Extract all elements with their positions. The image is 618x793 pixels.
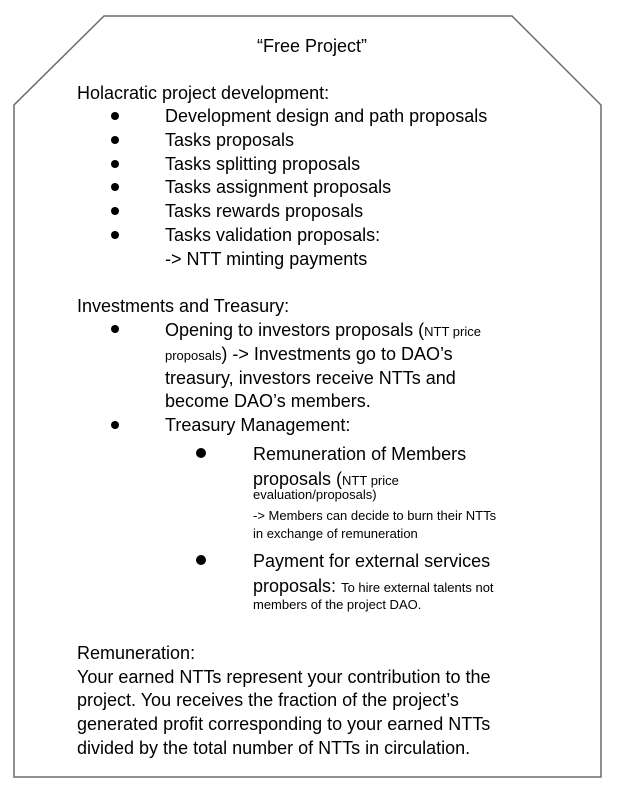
list-item: Tasks splitting proposals [165,154,361,174]
remuneration-members-line1: Remuneration of Members [253,444,467,464]
payment-external-line1: Payment for external services [253,551,491,571]
bullet-icon [111,136,119,144]
bullet-icon [111,160,119,168]
remuneration-line: Your earned NTTs represent your contribution to the [77,667,491,687]
bullet-icon [111,325,119,333]
pe-main: proposals: [253,576,342,596]
holacratic-heading: Holacratic project development: [77,83,330,103]
remuneration-members-line4: -> Members can decide to burn their NTTs [253,508,497,523]
bullet-icon [196,448,206,458]
bullet-icon [111,421,119,429]
list-item: Tasks assignment proposals [165,177,392,197]
opening-small-2: proposals [165,348,222,363]
bullet-icon [196,555,206,565]
bullet-icon [111,183,119,191]
list-item: Tasks proposals [165,130,295,150]
investments-heading: Investments and Treasury: [77,296,290,316]
list-item: Development design and path proposals [165,106,488,126]
pe-small: To hire external talents not [341,580,494,595]
list-item: Tasks rewards proposals [165,201,364,221]
opening-small: NTT price [424,324,481,339]
validation-note: -> NTT minting payments [165,249,368,269]
rm-main: proposals ( [253,469,343,489]
list-item: Tasks validation proposals: [165,225,381,245]
remuneration-members-line5: in exchange of remuneration [253,526,418,541]
opening-main-2: ) -> Investments go to DAO’s [221,344,453,364]
opening-investors-line4: become DAO’s members. [165,391,371,411]
opening-investors-line3: treasury, investors receive NTTs and [165,368,456,388]
opening-investors-line2 [165,342,453,368]
remuneration-line: generated profit corresponding to your earned NTTs [77,714,491,734]
remuneration-members-line3: evaluation/proposals) [253,487,377,502]
rm-small: NTT price [342,473,399,488]
remuneration-heading: Remuneration: [77,643,196,663]
bullet-icon [111,112,119,120]
remuneration-line: divided by the total number of NTTs in circulation. [77,738,471,758]
bullet-icon [111,207,119,215]
opening-investors-line1 [165,318,481,344]
opening-main: Opening to investors proposals ( [165,320,425,340]
payment-external-line3: members of the project DAO. [253,597,422,612]
bullet-icon [111,231,119,239]
treasury-heading: Treasury Management: [165,415,351,435]
page-title: “Free Project” [257,36,368,56]
remuneration-line: project. You receives the fraction of the project’s [77,690,459,710]
